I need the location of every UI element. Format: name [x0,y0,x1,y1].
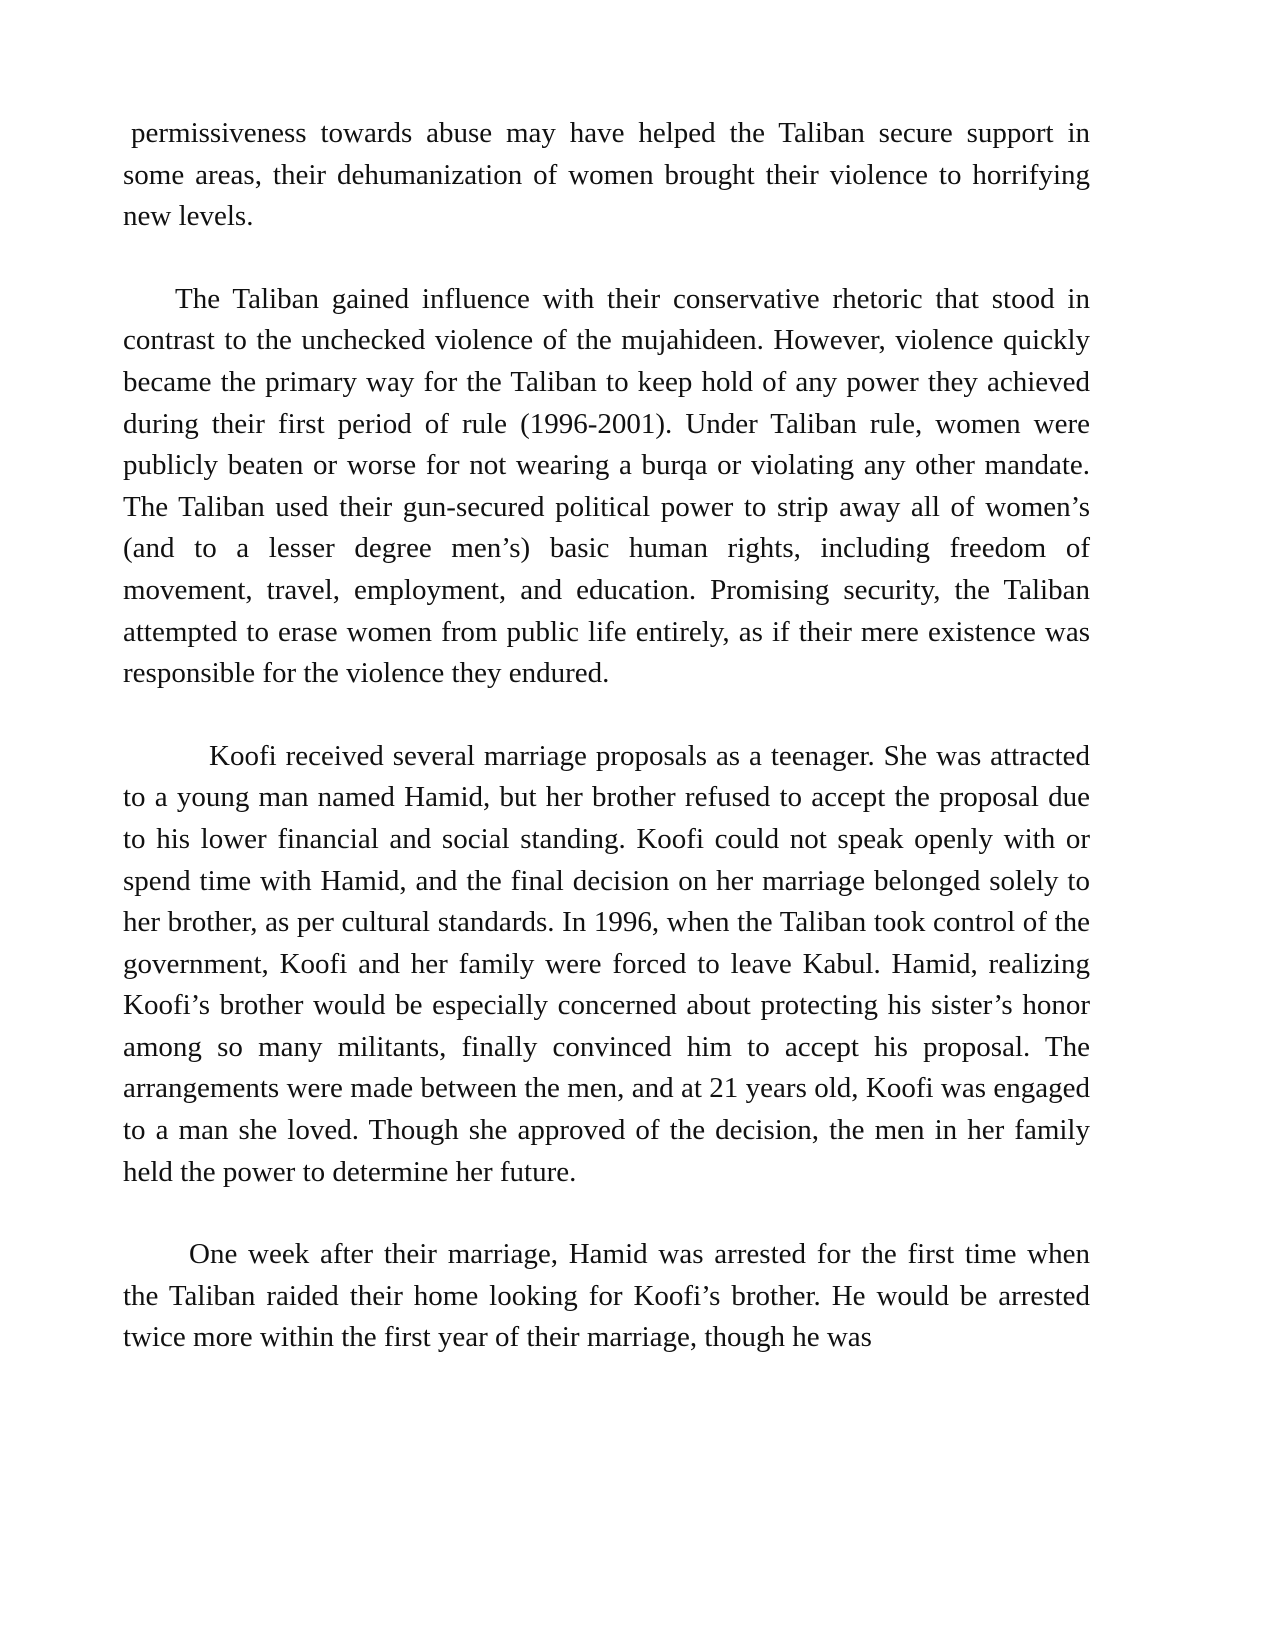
paragraph-2: The Taliban gained influence with their conservative rhetoric that stood in contrast to the unchecked violence of the mujahideen. However, violence quickly became the primary way for the Taliban to keep hold of any power they achieved during their first period of rule (1996-2001). Under Taliban rule, women were publicly beaten or worse for not wearing a burqa or violating any other mandate. The Taliban used their gun-secured political power to strip away all of women’s (and to a lesser degree men’s) basic human rights, including freedom of movement, travel, employment, and education. Promising security, the Taliban attempted to erase women from public life entirely, as if their mere existence was responsible for the violence they endured. [123,282,1090,690]
paragraph-4: One week after their marriage, Hamid was arrested for the first time when the Taliban raided their home looking for Koofi’s brother. He would be arrested twice more within the first year of their marriage, though he was [123,1238,1090,1354]
paragraph-3: Koofi received several marriage proposals as a teenager. She was attracted to a young man named Hamid, but her brother refused to accept the proposal due to his lower financial and social standing. Koofi could not speak openly with or spend time with Hamid, and the final decision on her marriage belonged solely to her brother, as per cultural standards. In 1996, when the Taliban took control of the government, Koofi and her family were forced to leave Kabul. Hamid, realizing Koofi’s brother would be especially concerned about protecting his sister’s honor among so many militants, finally convinced him to accept his proposal. The arrangements were made between the men, and at 21 years old, Koofi was engaged to a man she loved. Though she approved of the decision, the men in her family held the power to determine her future. [123,739,1090,1188]
document-body [123,113,1090,1359]
paragraph-1: permissiveness towards abuse may have helped the Taliban secure support in some areas, their dehumanization of women brought their violence to horrifying new levels. [123,117,1090,233]
